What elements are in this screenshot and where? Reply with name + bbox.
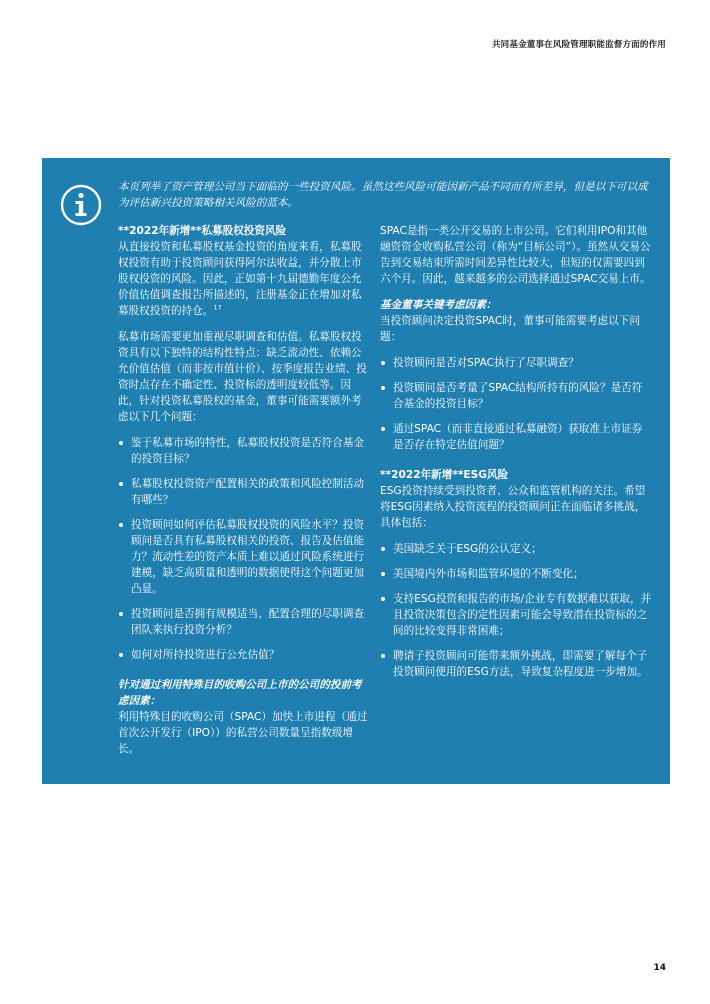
- private-equity-para2: 私募市场需要更加重视尽职调查和估值。私募股权投资具有以下独特的结构性特点：缺乏流动性、依赖公允价值估值（而非按市值计价）、按季度报告业绩、投资时点存在不确定性、投资标的透明度较低等。因此，针对投资私募股权的基金，董事可能需要额外考虑以下几个问题：: [118, 331, 367, 423]
- list-item: 美国境内外市场和监管环境的不断变化；: [380, 566, 652, 582]
- list-item: 美国缺乏关于ESG的公认定义；: [380, 541, 652, 557]
- private-equity-questions: [118, 435, 368, 663]
- list-item: 投资顾问是否考量了SPAC结构所持有的风险？是否符合基金的投资目标？: [380, 380, 652, 412]
- list-item: 私募股权投资资产配置相关的政策和风险控制活动有哪些？: [118, 476, 368, 508]
- esg-challenges: [380, 541, 652, 680]
- risk-callout-panel: [42, 158, 670, 784]
- spac-para-left: 利用特殊目的收购公司（SPAC）加快上市进程（通过首次公开发行（IPO））的私营公司数量呈指数级增长。: [118, 711, 368, 755]
- callout-intro: 本页列举了资产管理公司当下面临的一些投资风险。虽然这些风险可能因新产品不同而有所差异，但是以下可以成为评估新兴投资策略相关风险的蓝本。: [118, 181, 648, 209]
- list-item: 聘请子投资顾问可能带来额外挑战，即需要了解每个子投资顾问使用的ESG方法，导致复杂程度进一步增加。: [380, 648, 652, 680]
- list-item: 支持ESG投资和报告的市场/企业专有数据难以获取，并且投资决策包含的定性因素可能会导致潜在投资标的之间的比较变得非常困难；: [380, 591, 652, 639]
- board-considerations-heading: 基金董事关键考虑因素：: [380, 299, 497, 311]
- board-questions: [380, 355, 652, 453]
- right-column: [380, 223, 652, 680]
- page-number: 14: [653, 963, 666, 973]
- list-item: 如何对所持投资进行公允估值？: [118, 647, 368, 663]
- left-column: [118, 223, 368, 757]
- list-item: 投资顾问是否拥有规模适当、配置合理的尽职调查团队来执行投资分析？: [118, 606, 368, 638]
- spac-heading: 针对通过利用特殊目的收购公司上市的公司的投前考虑因素：: [118, 679, 362, 707]
- private-equity-heading: **2022年新增**私募股权投资风险: [118, 225, 287, 237]
- board-considerations-intro: 当投资顾问决定投资SPAC时，董事可能需要考虑以下问题：: [380, 315, 640, 343]
- esg-heading: **2022年新增**ESG风险: [380, 469, 509, 481]
- private-equity-para1: 从直接投资和私募股权基金投资的角度来看，私募股权投资有助于投资顾问获得阿尔法收益，并分散上市股权投资的风险。因此，正如第十九届德勤年度公允价值估值调查报告所描述的，注册基金正在增加对私募股权投资的持仓。$^{17}$: [118, 241, 362, 317]
- list-item: 投资顾问如何评估私募股权投资的风险水平？投资顾问是否具有私募股权相关的投资、报告及估值能力？流动性差的资产本质上难以通过风险系统进行建模，缺乏高质量和透明的数据使得这个问题更加凸显。: [118, 517, 368, 597]
- spac-para-right: SPAC是指一类公开交易的上市公司。它们利用IPO和其他融资资金收购私营公司（称为“目标公司”）。虽然从交易公告到交易结束所需时间差异性比较大，但短的仅需要四到六个月。因此，越来越多的公司选择通过SPAC交易上市。: [380, 225, 651, 285]
- list-item: 鉴于私募市场的特性，私募股权投资是否符合基金的投资目标？: [118, 435, 368, 467]
- list-item: 通过SPAC（而非直接通过私募融资）获取准上市证券是否存在特定估值问题？: [380, 421, 652, 453]
- esg-intro: ESG投资持续受到投资者、公众和监管机构的关注。希望将ESG因素纳入投资流程的投资顾问正在面临诸多挑战，具体包括：: [380, 485, 646, 529]
- list-item: 投资顾问是否对SPAC执行了尽职调查？: [380, 355, 652, 371]
- info-icon: [60, 184, 102, 226]
- running-header: 共同基金董事在风险管理职能监督方面的作用: [491, 40, 666, 50]
- footnote-ref: 17: [213, 303, 222, 312]
